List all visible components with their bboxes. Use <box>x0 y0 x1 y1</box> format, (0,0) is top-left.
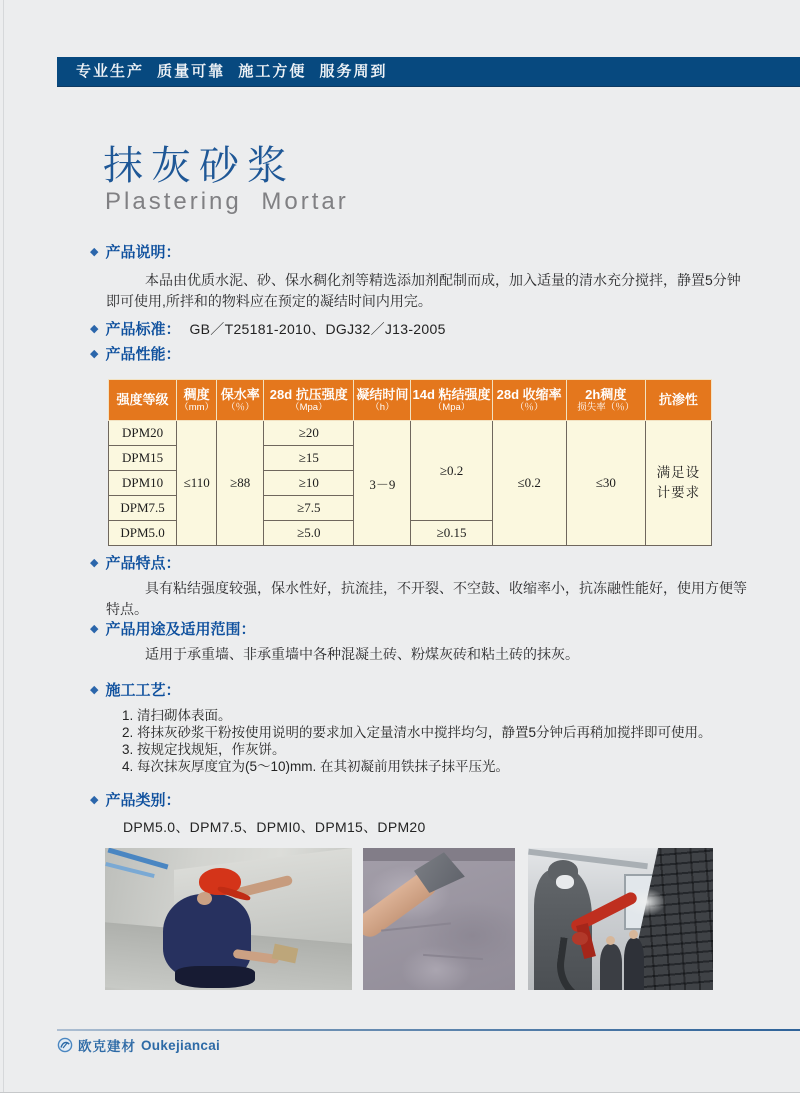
consistency-cell: ≤110 <box>177 421 217 546</box>
face-shape <box>197 892 212 905</box>
section-product-categories <box>90 791 752 837</box>
section-heading <box>90 681 752 700</box>
section-heading-label: 施工工艺： <box>105 682 181 699</box>
col-header-consistency: 稠度 （mm） <box>177 380 217 421</box>
section-heading-label: 产品类别： <box>105 792 181 809</box>
col-header-strength-grade: 强度等级 <box>109 380 177 421</box>
bystander-face-shape <box>606 936 615 945</box>
footer-brand <box>57 1035 220 1055</box>
diamond-bullet-icon: ◆ <box>90 557 99 569</box>
bystander-shape <box>624 938 644 990</box>
section-heading-label: 产品用途及适用范围： <box>105 621 256 638</box>
grade-cell: DPM10 <box>109 471 177 496</box>
col-header-water-retention: 保水率 （％） <box>217 380 264 421</box>
diamond-bullet-icon: ◆ <box>90 348 99 360</box>
section-product-standard <box>90 320 752 339</box>
grade-cell: DPM5.0 <box>109 521 177 546</box>
section-product-features <box>90 554 752 620</box>
performance-table <box>108 379 712 546</box>
compressive-cell: ≥20 <box>264 421 354 446</box>
setting-time-cell: 3－9 <box>354 421 411 546</box>
process-steps <box>90 707 752 775</box>
bond-strength-cell: ≥0.2 <box>411 421 492 521</box>
shrinkage-cell: ≤0.2 <box>492 421 566 546</box>
process-step: 1. 清扫砌体表面。 <box>122 708 232 723</box>
section-body: 本品由优质水泥、砂、保水稠化剂等精选添加剂配制而成，加入适量的清水充分搅拌，静置5分钟即可使用,所拌和的物料应在预定的凝结时间内用完。 <box>106 272 741 309</box>
bond-strength-dpm5-cell: ≥0.15 <box>411 521 492 546</box>
top-banner <box>57 57 800 87</box>
table-row <box>109 421 712 446</box>
worker-legs-shape <box>175 966 255 988</box>
diamond-bullet-icon: ◆ <box>90 623 99 635</box>
section-heading-label: 产品特点： <box>105 555 181 572</box>
section-product-performance <box>90 345 752 364</box>
logo-icon <box>57 1037 73 1053</box>
performance-table-wrap <box>108 379 712 546</box>
pipe-shape <box>105 862 154 878</box>
col-header-shrinkage: 28d 收缩率 （％） <box>492 380 566 421</box>
col-header-consistency-loss: 2h稠度 损失率（％） <box>566 380 645 421</box>
diamond-bullet-icon: ◆ <box>90 684 99 696</box>
section-construction-process <box>90 681 752 775</box>
compressive-cell: ≥5.0 <box>264 521 354 546</box>
section-body: 具有粘结强度较强，保水性好，抗流挂，不开裂、不空鼓、收缩率小，抗冻融性能好，使用方便等特点。 <box>106 580 747 617</box>
impermeability-cell: 满足设计要求 <box>645 421 711 546</box>
footer-divider <box>57 1029 800 1031</box>
machine-spray-brick-wall-photo <box>528 848 713 990</box>
section-heading <box>90 320 752 339</box>
process-step: 4. 每次抹灰厚度宜为(5～10)mm. 在其初凝前用铁抹子抹平压光。 <box>122 759 510 774</box>
worker-plastering-wall-photo <box>105 848 352 990</box>
section-body: 适用于承重墙、非承重墙中各种混凝土砖、粉煤灰砖和粘土砖的抹灰。 <box>145 646 579 662</box>
section-product-usage <box>90 620 752 665</box>
process-step: 3. 按规定找规矩，作灰饼。 <box>122 742 286 757</box>
water-retention-cell: ≥88 <box>217 421 264 546</box>
section-product-description <box>90 243 752 312</box>
brand-name-en: Oukejiancai <box>141 1037 221 1053</box>
section-heading-label: 产品说明： <box>105 244 181 261</box>
col-header-impermeability: 抗渗性 <box>645 380 711 421</box>
mortar-spread-texture-photo <box>363 848 515 990</box>
table-header-row <box>109 380 712 421</box>
red-glove-shape <box>572 932 588 945</box>
section-heading-label: 产品性能： <box>105 346 181 363</box>
grade-cell: DPM15 <box>109 446 177 471</box>
top-banner-slogan: 专业生产 质量可靠 施工方便 服务周到 <box>76 63 388 80</box>
category-list: DPM5.0、DPM7.5、DPMI0、DPM15、DPM20 <box>123 819 426 835</box>
section-heading <box>90 620 752 639</box>
section-heading-label: 产品标准： <box>105 321 181 338</box>
col-header-bond-strength: 14d 粘结强度 （Mpa） <box>411 380 492 421</box>
consistency-loss-cell: ≤30 <box>566 421 645 546</box>
bystander-face-shape <box>629 930 638 939</box>
mortar-ridge-shape <box>423 954 483 960</box>
col-header-compressive-strength: 28d 抗压强度 （Mpa） <box>264 380 354 421</box>
diamond-bullet-icon: ◆ <box>90 246 99 258</box>
grade-cell: DPM20 <box>109 421 177 446</box>
grade-cell: DPM7.5 <box>109 496 177 521</box>
page-left-edge-line <box>3 0 4 1093</box>
page-title: 抹灰砂浆 <box>103 144 295 188</box>
dust-mask-shape <box>556 875 574 889</box>
brand-name-cn: 欧克建材 <box>78 1039 136 1054</box>
standard-codes: GB／T25181-2010、DGJ32／J13-2005 <box>189 321 446 337</box>
bystander-shape <box>600 944 622 990</box>
section-heading <box>90 243 752 262</box>
diamond-bullet-icon: ◆ <box>90 323 99 335</box>
compressive-cell: ≥7.5 <box>264 496 354 521</box>
section-heading <box>90 791 752 810</box>
section-heading <box>90 554 752 573</box>
process-step: 2. 将抹灰砂浆干粉按使用说明的要求加入定量清水中搅拌均匀，静置5分钟后再稍加搅拌即可使用。 <box>122 725 712 740</box>
page-subtitle: Plastering Mortar <box>105 188 349 215</box>
compressive-cell: ≥10 <box>264 471 354 496</box>
diamond-bullet-icon: ◆ <box>90 794 99 806</box>
ceiling-beam-shape <box>528 849 648 870</box>
col-header-setting-time: 凝结时间 （h） <box>354 380 411 421</box>
section-heading <box>90 345 752 364</box>
compressive-cell: ≥15 <box>264 446 354 471</box>
